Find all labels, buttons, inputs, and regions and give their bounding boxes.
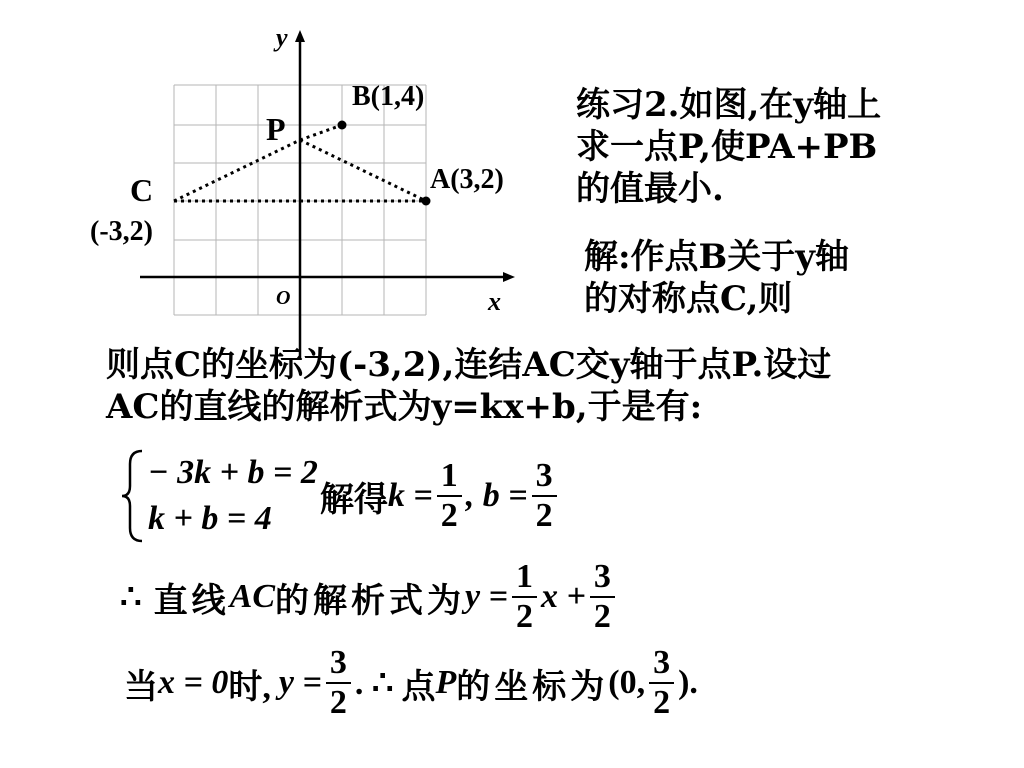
slope-numerator: 1 — [512, 558, 537, 598]
y-axis-arrow — [295, 30, 305, 42]
equation-system — [120, 448, 561, 544]
y-fraction — [326, 644, 351, 722]
coord-open: (0, — [608, 664, 646, 701]
paragraph-line-1: 则点C的坐标为(-3,2),连结AC交y轴于点P.设过 — [106, 345, 832, 385]
solution-line-2: 的对称点C,则 — [584, 279, 793, 319]
problem-statement — [576, 84, 881, 210]
y-axis-label: y — [276, 23, 288, 52]
paragraph-line-2: AC的直线的解析式为y=kx+b,于是有: — [106, 387, 703, 427]
ac-label: AC — [229, 578, 275, 615]
k-fraction — [437, 457, 462, 535]
x-axis-arrow — [503, 272, 515, 282]
line-label-2: 的解析式为 — [275, 582, 465, 620]
equation-1: − 3k + b = 2 — [148, 454, 318, 491]
solution-line-1: 解:作点B关于y轴 — [584, 237, 850, 277]
coord-label: 的坐标为 — [456, 668, 609, 706]
y-numerator: 3 — [326, 644, 351, 684]
coord-denominator: 2 — [653, 684, 671, 721]
b-fraction — [532, 457, 557, 535]
when-label: 当 — [124, 668, 158, 706]
k-denominator: 2 — [440, 497, 458, 534]
intercept-denominator: 2 — [593, 598, 611, 635]
problem-line-1: 练习2.如图,在y轴上 — [576, 85, 882, 125]
dot-therefore: . ∴ — [354, 665, 394, 702]
k-lhs: k = — [387, 477, 433, 514]
slope-fraction — [512, 558, 537, 636]
y-denominator: 2 — [329, 684, 347, 721]
origin-label: O — [276, 287, 291, 309]
coordinate-graph — [0, 0, 560, 360]
segment-pa — [300, 140, 426, 201]
line-label: 直线 — [153, 582, 230, 620]
point-label: 点 — [401, 668, 436, 706]
point-c-label: C — [130, 172, 154, 208]
intercept-fraction — [590, 558, 615, 636]
coord-numerator: 3 — [649, 644, 674, 684]
p-label: P — [435, 664, 457, 701]
line-lhs: y = — [465, 578, 508, 615]
point-a-label: A(3,2) — [430, 164, 504, 195]
problem-line-2: 求一点P,使PA+PB — [576, 127, 878, 167]
solution-paragraph — [106, 344, 831, 428]
line-equation — [120, 558, 619, 636]
coord-fraction — [649, 644, 674, 722]
solution-intro — [584, 236, 849, 320]
coord-close: ). — [678, 664, 698, 701]
y-lhs: y = — [278, 664, 322, 701]
segment-cp — [174, 140, 300, 201]
x-plus: x + — [540, 578, 586, 615]
shi-label: 时, — [228, 668, 271, 706]
point-p-label: P — [266, 111, 286, 147]
k-numerator: 1 — [437, 457, 462, 497]
point-c-coord-label: (-3,2) — [90, 216, 153, 247]
x-axis-label: x — [488, 287, 501, 316]
equation-2: k + b = 4 — [148, 500, 272, 537]
solve-label: 解得 — [319, 481, 388, 519]
therefore-symbol: ∴ — [120, 579, 142, 616]
b-denominator: 2 — [535, 497, 553, 534]
x-condition: x = 0 — [158, 664, 229, 701]
b-numerator: 3 — [532, 457, 557, 497]
intercept-numerator: 3 — [590, 558, 615, 598]
b-lhs: , b = — [465, 477, 528, 514]
left-brace — [120, 448, 146, 544]
point-b-label: B(1,4) — [352, 81, 425, 112]
problem-line-3: 的值最小. — [576, 169, 724, 209]
point-b-dot — [338, 121, 347, 130]
final-conclusion — [124, 644, 698, 722]
segment-pb — [300, 125, 342, 140]
slope-denominator: 2 — [515, 598, 533, 635]
point-a-dot — [422, 197, 431, 206]
